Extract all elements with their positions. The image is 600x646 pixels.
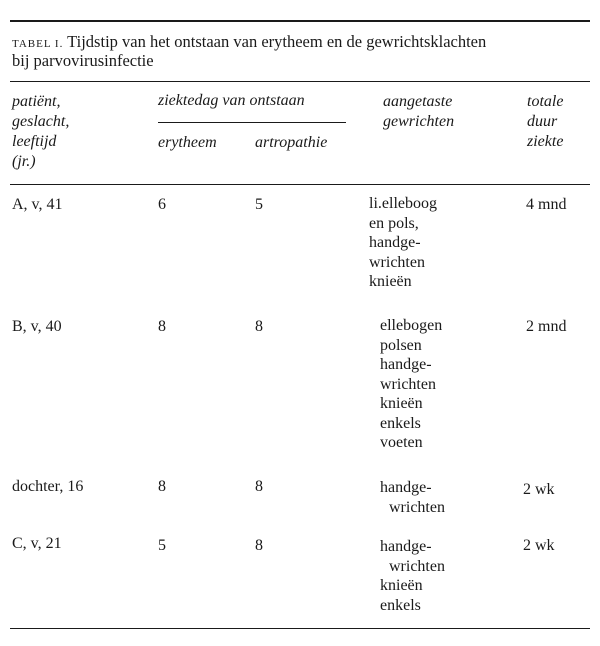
header-patient: patiënt, geslacht, leeftijd (jr.) (12, 93, 70, 170)
row-a-duur: 4 mnd (526, 196, 567, 213)
header-bottom-rule (10, 184, 590, 185)
caption-title: Tijdstip van het ontstaan van erytheem en de gewrichtsklachten (67, 32, 487, 51)
row-c-erytheem: 5 (158, 537, 166, 554)
row-b-patient: B, v, 40 (12, 318, 62, 335)
caption-label: TABEL I. (12, 38, 64, 50)
header-artropathie: artropathie (255, 134, 328, 151)
row-a-artropathie: 5 (255, 196, 263, 213)
row-c-gewrichten: handge- wrichten knieën enkels (380, 538, 445, 614)
row-c-duur: 2 wk (523, 537, 555, 554)
header-ziektedag: ziektedag van ontstaan (158, 92, 305, 109)
row-b-duur: 2 mnd (526, 318, 567, 335)
row-b-erytheem: 8 (158, 318, 166, 335)
header-duur: totale duur ziekte (527, 93, 564, 150)
row-dochter-artropathie: 8 (255, 478, 263, 495)
table-caption-line2: bij parvovirusinfectie (12, 51, 154, 70)
header-erytheem: erytheem (158, 134, 217, 151)
row-b-gewrichten: ellebogen polsen handge- wrichten knieën enkels voeten (380, 317, 443, 451)
row-dochter-duur: 2 wk (523, 481, 555, 498)
row-dochter-patient: dochter, 16 (12, 478, 84, 495)
row-dochter-erytheem: 8 (158, 478, 166, 495)
row-a-gewrichten: li.elleboog en pols, handge- wrichten knieën (369, 195, 437, 290)
top-rule (10, 20, 590, 22)
row-b-artropathie: 8 (255, 318, 263, 335)
row-c-patient: C, v, 21 (12, 535, 62, 552)
row-dochter-gewrichten: handge- wrichten (380, 479, 445, 516)
row-a-erytheem: 6 (158, 196, 166, 213)
bottom-rule (10, 628, 590, 629)
row-a-patient: A, v, 41 (12, 196, 63, 213)
header-group-rule (158, 122, 346, 123)
row-c-artropathie: 8 (255, 537, 263, 554)
header-gewrichten: aangetaste gewrichten (383, 93, 455, 130)
header-top-rule (10, 81, 590, 82)
